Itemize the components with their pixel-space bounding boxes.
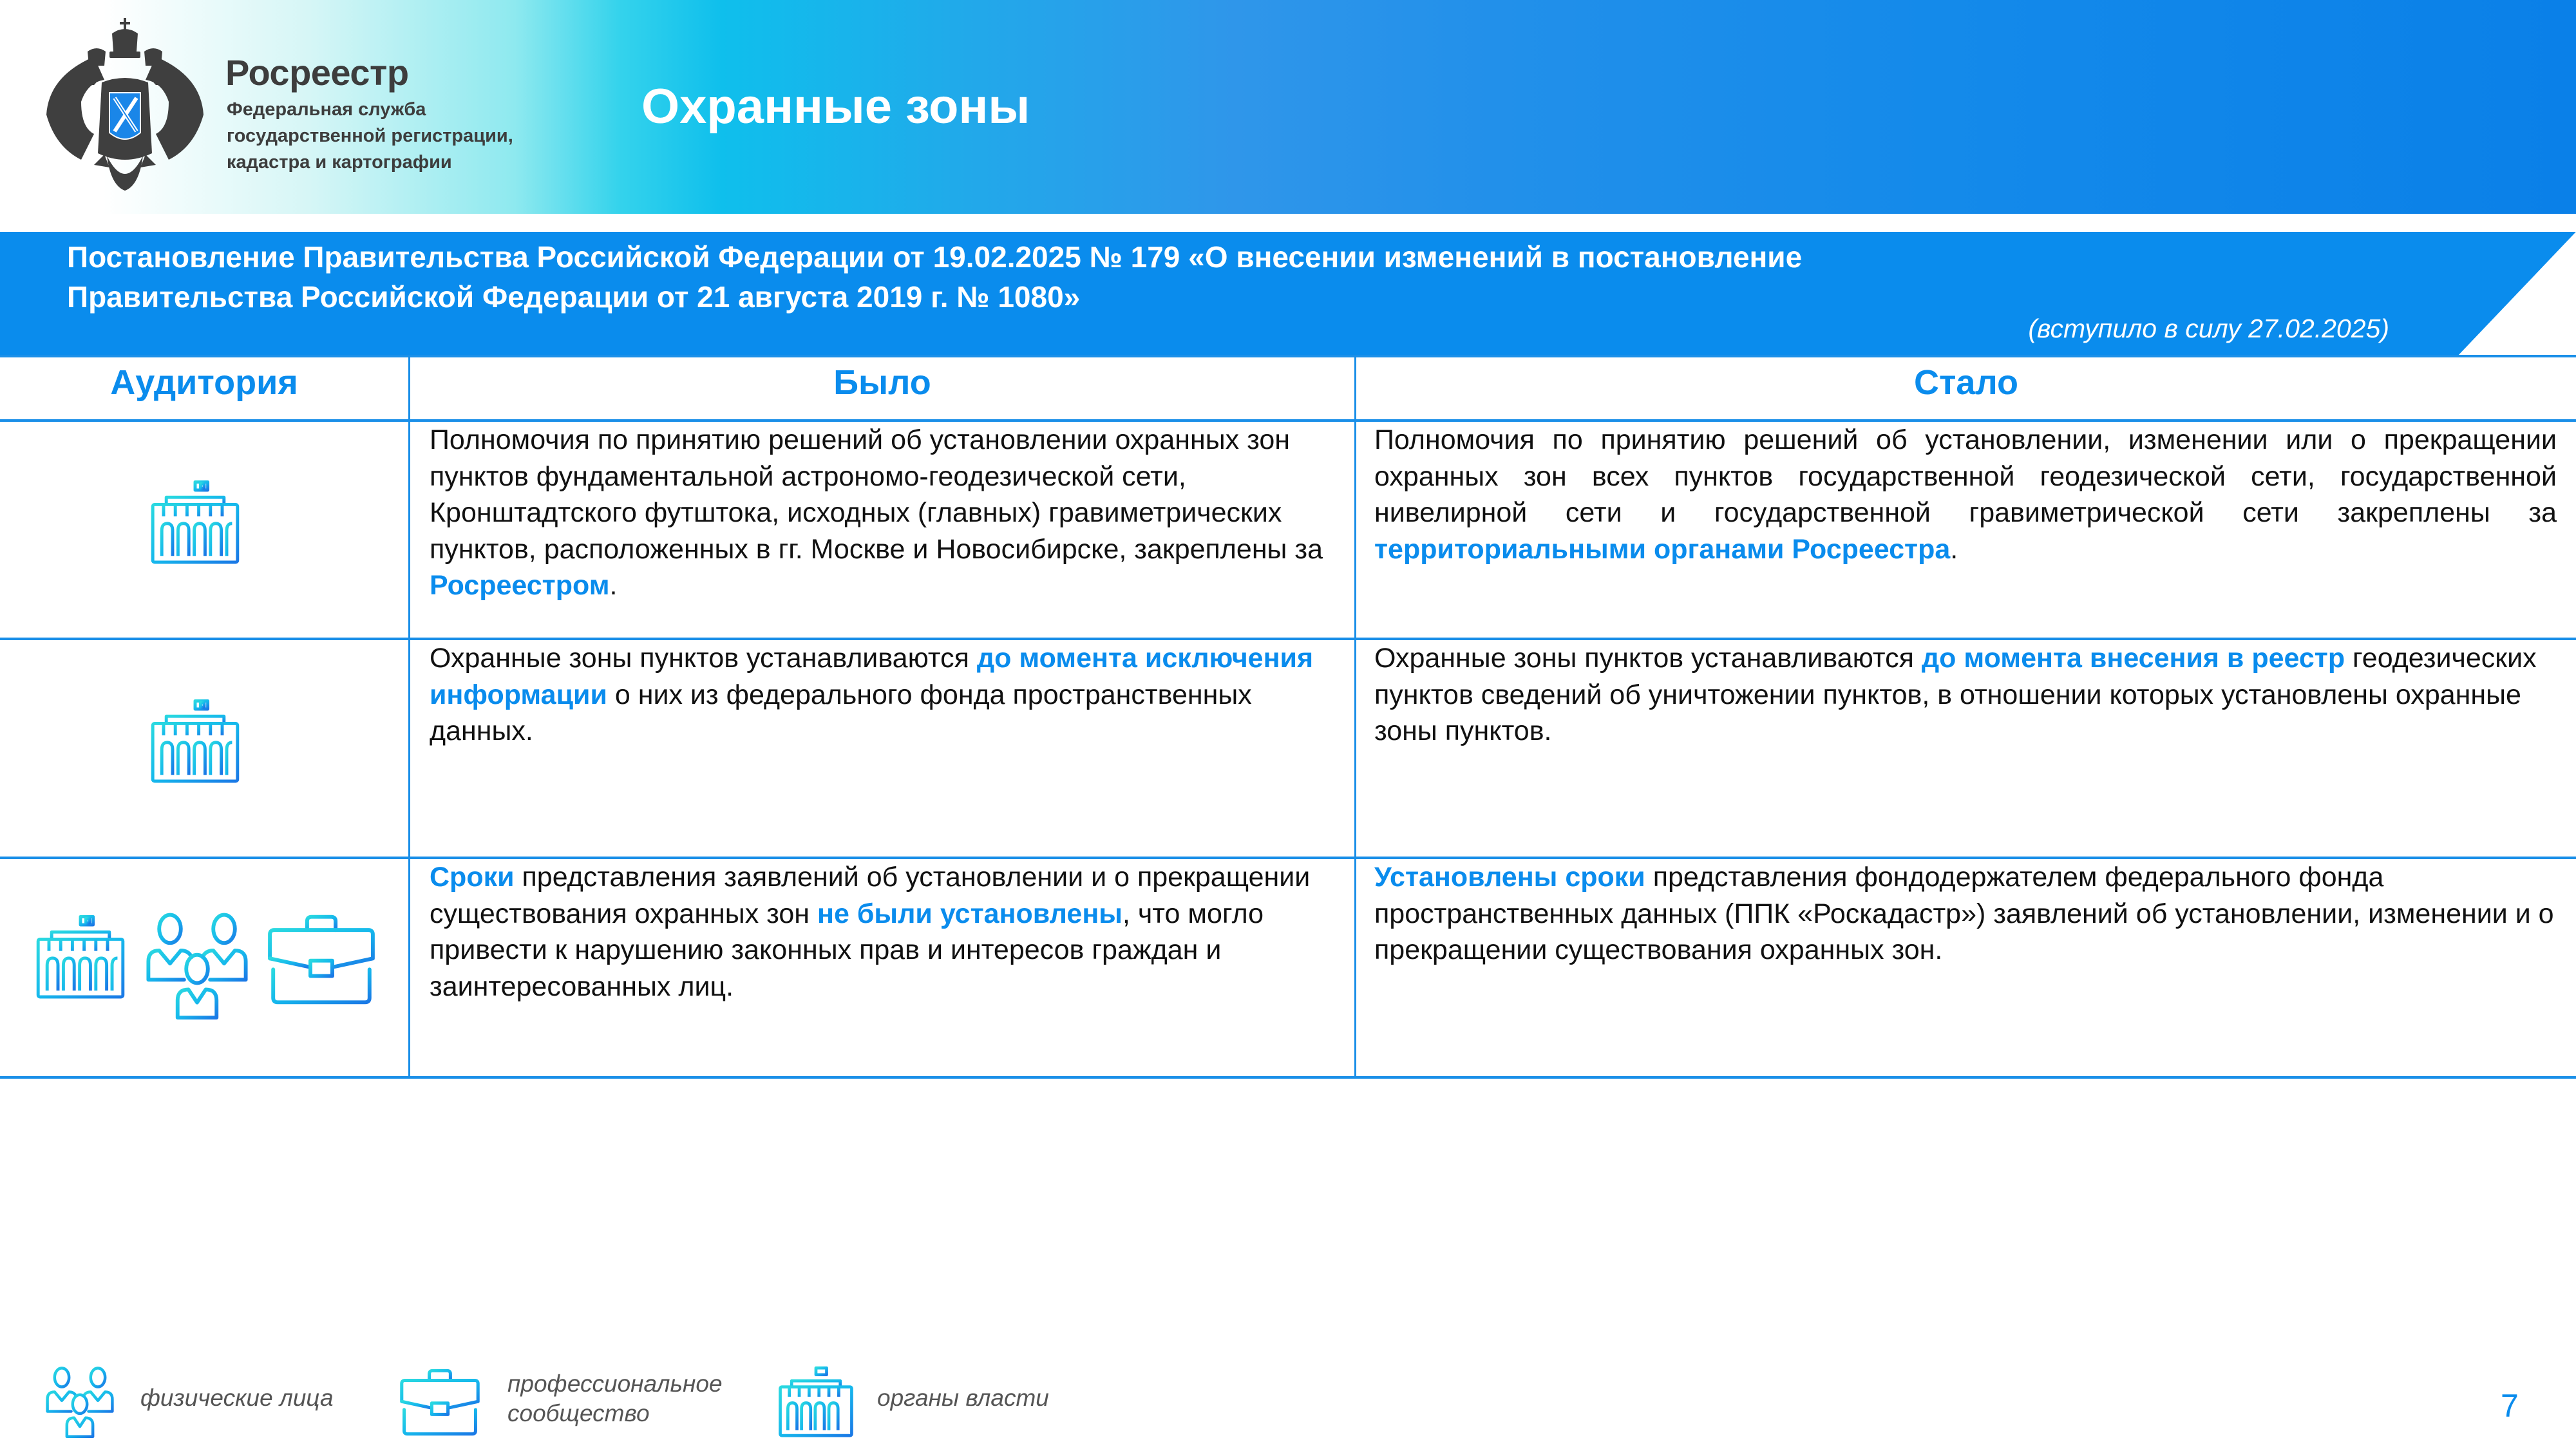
cell-text: Полномочия по принятию решений об установлении охранных зон пунктов фундаментальной астрономо-геодезической сети, Кронштадтского футштока, исходных (главных) гравиметрических пунктов, расположенных в гг. Москве и Новосибирске, закреплены за: [430, 424, 1323, 565]
page-title: Охранные зоны: [641, 79, 1030, 134]
decree-title: [67, 237, 2257, 317]
government-building-icon: [778, 1363, 854, 1440]
highlighted-text: до момента исключения информации: [430, 643, 1314, 710]
effective-date: (вступило в силу 27.02.2025): [2028, 314, 2389, 343]
brand-subtitle-line: Федеральная служба: [227, 99, 426, 120]
cell-text: о них из федерального фонда пространственных данных.: [430, 679, 1252, 746]
column-divider: [1354, 355, 1356, 1078]
highlighted-text: до момента внесения в реестр: [1921, 643, 2345, 674]
page-number: 7: [2501, 1388, 2519, 1424]
decree-title-line: Правительства Российской Федерации от 21 августа 2019 г. № 1080»: [67, 280, 1081, 314]
cell-text: .: [1950, 533, 1958, 565]
after-cell: [1374, 422, 2557, 567]
cell-text: представления заявлений об установлении и о прекращении существования охранных зон: [430, 862, 1311, 929]
double-headed-eagle-emblem-icon: [43, 18, 210, 192]
highlighted-text: не были установлены: [817, 898, 1123, 929]
before-cell: [430, 422, 1344, 604]
highlighted-text: Установлены сроки: [1374, 862, 1645, 893]
cell-text: Полномочия по принятию решений об установлении, изменении или о прекращении охранных зон всех пунктов государственной геодезической сети, государственной нивелирной сети и государственной гравиметрической сети закреплены за: [1374, 424, 2557, 528]
people-group-icon: [143, 909, 251, 1022]
table-divider: [0, 1076, 2576, 1079]
people-group-icon: [44, 1364, 116, 1440]
cell-text: Охранные зоны пунктов устанавливаются: [1374, 643, 1922, 674]
column-header-audience: Аудитория: [110, 363, 298, 402]
after-cell: [1374, 640, 2557, 750]
legend-label-line: сообщество: [507, 1400, 650, 1426]
cell-text: Охранные зоны пунктов устанавливаются: [430, 643, 977, 674]
cell-text: .: [609, 570, 618, 601]
after-cell: [1374, 859, 2557, 969]
legend-label-line: профессиональное: [507, 1370, 723, 1397]
highlighted-text: территориальными органами Росреестра: [1374, 533, 1951, 565]
highlighted-text: Сроки: [430, 862, 515, 893]
highlighted-text: Росреестром: [430, 570, 610, 601]
before-cell: [430, 640, 1344, 750]
brand-subtitle: [227, 97, 513, 176]
government-building-icon: [147, 696, 243, 786]
cell-text: представления фондодержателем федерального фонда пространственных данных (ППК «Роскадастр») заявлений об установлении, изменении и о прекращении существования охранных зон.: [1374, 862, 2554, 965]
government-building-icon: [147, 477, 243, 567]
table-divider: [0, 355, 2576, 357]
brand-name: Росреестр: [225, 52, 409, 93]
briefcase-icon: [267, 914, 376, 1005]
legend-label-individuals: физические лица: [140, 1385, 334, 1411]
cell-text: геодезических пунктов сведений об уничтожении пунктов, в отношении которых установлены охранные зоны пунктов.: [1374, 643, 2537, 746]
column-header-before: Было: [833, 363, 931, 402]
column-divider: [408, 355, 410, 1078]
brand-subtitle-line: кадастра и картографии: [227, 152, 452, 173]
column-header-after: Стало: [1913, 363, 2019, 402]
before-cell: [430, 859, 1344, 1005]
brand-subtitle-line: государственной регистрации,: [227, 126, 513, 146]
briefcase-icon: [399, 1365, 480, 1439]
cell-text: , что могло привести к нарушению законных прав и интересов граждан и заинтересованных лиц.: [430, 898, 1264, 1002]
government-building-icon: [32, 911, 129, 1001]
legend-label-professional-community: [507, 1369, 723, 1428]
decree-title-line: Постановление Правительства Российской Федерации от 19.02.2025 № 179 «О внесении изменений в постановление: [67, 240, 1803, 274]
legend-label-authorities: органы власти: [877, 1385, 1049, 1411]
